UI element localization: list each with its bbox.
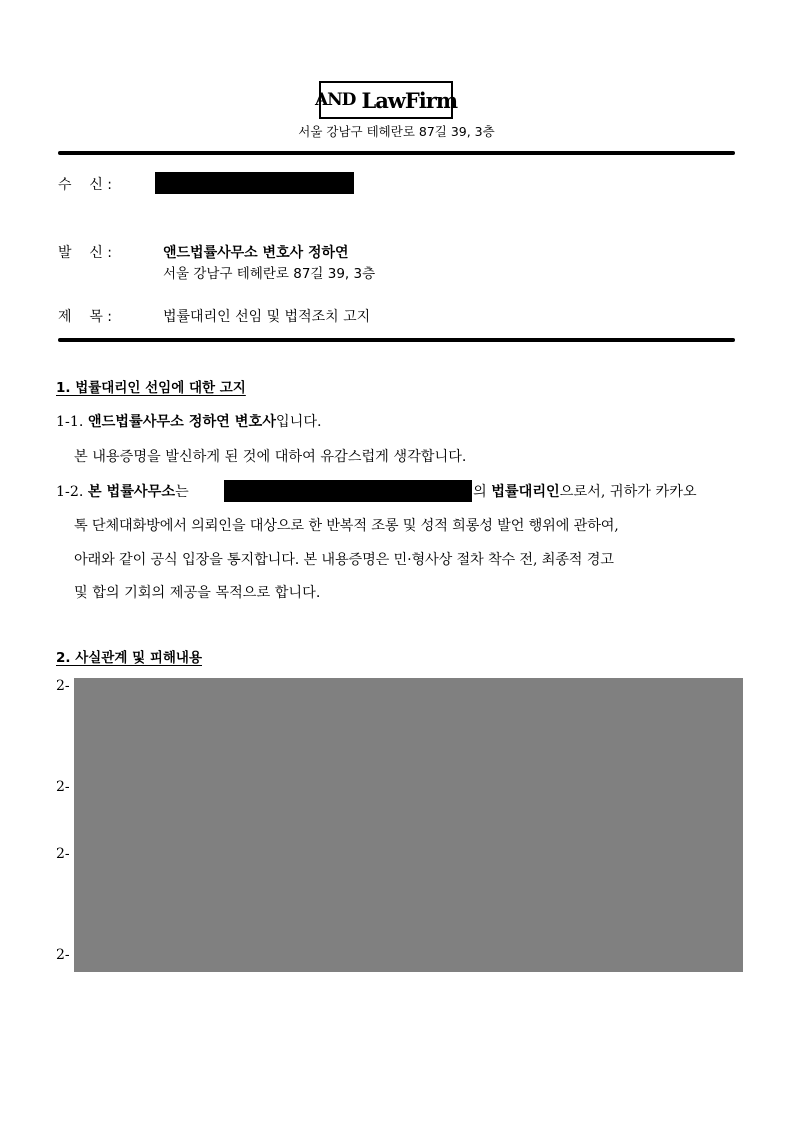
sender-address: 서울 강남구 테헤란로 87길 39, 3층	[163, 266, 376, 282]
p2-number: 1-2.	[56, 484, 88, 500]
logo-lawfirm-text: LawFirm	[361, 87, 458, 113]
paragraph-1-2-line3: 아래와 같이 공식 입장을 통지합니다. 본 내용증명은 민·형사상 절차 착수 전, 최종적 경고	[74, 552, 614, 568]
sender-name: 앤드법률사무소 변호사 정하연	[163, 245, 349, 261]
section1-heading: 1. 법률대리인 선임에 대한 고지	[56, 380, 246, 396]
section2-item-number: 2-	[56, 779, 70, 795]
section2-item-number: 2-	[56, 678, 70, 694]
redacted-content-block	[74, 678, 743, 972]
paragraph-1-1	[56, 411, 322, 431]
p2-bold-firm: 본 법률사무소	[87, 484, 176, 500]
sender-label: 발 신 :	[58, 245, 113, 261]
header-divider	[58, 151, 735, 155]
p2-bold-agent: 법률대리인	[491, 484, 560, 500]
recipient-label: 수 신 :	[58, 177, 113, 193]
p2-tail: 으로서, 귀하가 카카오	[559, 484, 697, 500]
p1-tail: 입니다.	[275, 414, 322, 430]
recipient-redaction	[155, 172, 354, 194]
section2-item-number: 2-	[56, 846, 70, 862]
section2-heading: 2. 사실관계 및 피해내용	[56, 650, 202, 666]
paragraph-1-2-line2: 톡 단체대화방에서 의뢰인을 대상으로 한 반복적 조롱 및 성적 희롱성 발언 행위에 관하여,	[74, 518, 619, 534]
p2-mid1: 는	[175, 484, 189, 500]
subject-label: 제 목 :	[58, 309, 113, 325]
paragraph-1-1-line2: 본 내용증명을 발신하게 된 것에 대하여 유감스럽게 생각합니다.	[74, 449, 467, 465]
p2-mid2: 의	[473, 484, 492, 500]
subject-value: 법률대리인 선임 및 법적조치 고지	[163, 309, 371, 325]
firm-logo	[314, 81, 458, 119]
header-address: 서울 강남구 테헤란로 87길 39, 3층	[298, 124, 495, 139]
p1-number: 1-1.	[56, 414, 88, 430]
paragraph-1-2-cont	[473, 481, 697, 501]
client-redaction	[224, 480, 472, 502]
p1-bold: 앤드법률사무소 정하연 변호사	[87, 414, 276, 430]
paragraph-1-2-line4: 및 합의 기회의 제공을 목적으로 합니다.	[74, 585, 321, 601]
logo-and-text: AND	[314, 90, 356, 110]
paragraph-1-2	[56, 481, 189, 501]
subject-divider	[58, 338, 735, 342]
section2-item-number: 2-	[56, 947, 70, 963]
